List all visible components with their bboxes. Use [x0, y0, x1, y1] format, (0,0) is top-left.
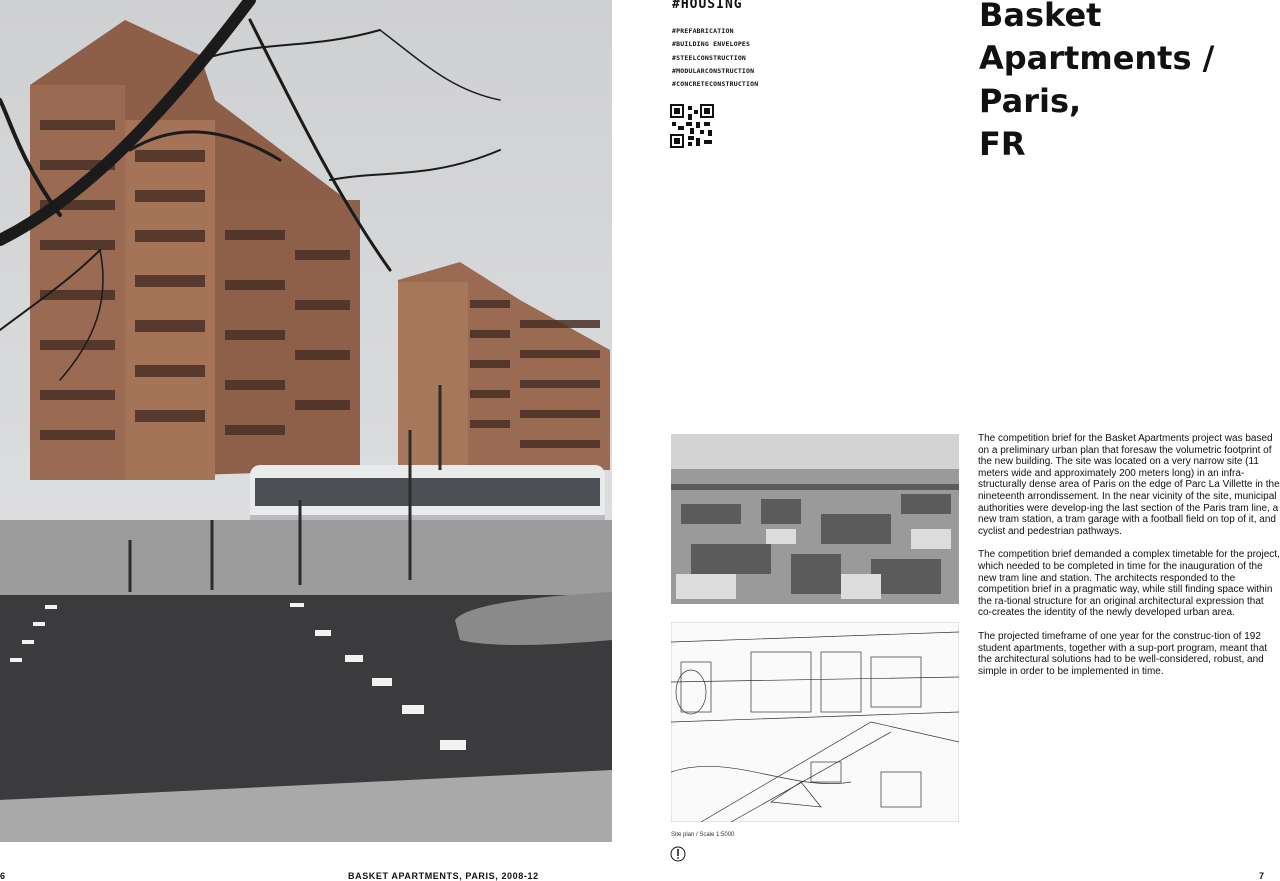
building-photo [0, 0, 612, 842]
tag-item: #CONCRETECONSTRUCTION [672, 80, 759, 89]
site-plan-drawing [671, 622, 959, 822]
article-title [979, 0, 1279, 166]
tag-list [672, 25, 758, 91]
left-page-number: 6 [0, 871, 6, 881]
section-tag: #HOUSING [672, 0, 743, 12]
title-line: Paris, [979, 82, 1082, 120]
site-plan-caption: Site plan / Scale 1:5000 [671, 832, 735, 838]
running-footer: BASKET APARTMENTS, PARIS, 2008-12 [348, 871, 539, 881]
body-paragraph: The competition brief for the Basket Apartments project was based on a preliminary urban plan that foresaw the volumetric footprint of the new building. The site was located on a very narrow site (11 meters wide and approximately 200 meters long) in an infra-structurally dense area of Paris on the edge of Parc La Villette in the nineteenth arrondissement. In the near vicinity of the site, municipal authorities were develop-ing the last section of the Paris tram line, a new tram station, a tram garage with a football field on top of it, and cyclist and pedestrian pathways. [978, 433, 1280, 537]
title-line: Basket [979, 0, 1102, 34]
north-arrow-icon [670, 846, 686, 862]
tag-item: #STEELCONSTRUCTION [672, 53, 747, 62]
aerial-photo [671, 434, 959, 604]
tag-item: #PREFABRICATION [672, 27, 734, 35]
title-line: Apartments / [979, 39, 1215, 77]
tag-item: #MODULARCONSTRUCTION [672, 66, 755, 75]
title-line: FR [979, 125, 1026, 163]
qr-code-icon[interactable] [670, 104, 714, 148]
right-page-number: 7 [1258, 871, 1264, 881]
article-body [978, 433, 1280, 689]
tag-item: #BUILDING ENVELOPES [672, 40, 751, 49]
body-paragraph: The projected timeframe of one year for the construc-tion of 192 student apartments, together with a sup-port program, meant that the architectural solutions had to be well-considered, robust, and simple in order to be implemented in time. [978, 630, 1268, 677]
body-paragraph: The competition brief demanded a complex timetable for the project, which needed to be completed in time for the inauguration of the new tram line and station. The architects responded to the competition brief in a pragmatic way, while still finding space within the ra-tional structure for an original architectural expression that co-creates the identity of the newly developed urban area. [978, 549, 1280, 619]
